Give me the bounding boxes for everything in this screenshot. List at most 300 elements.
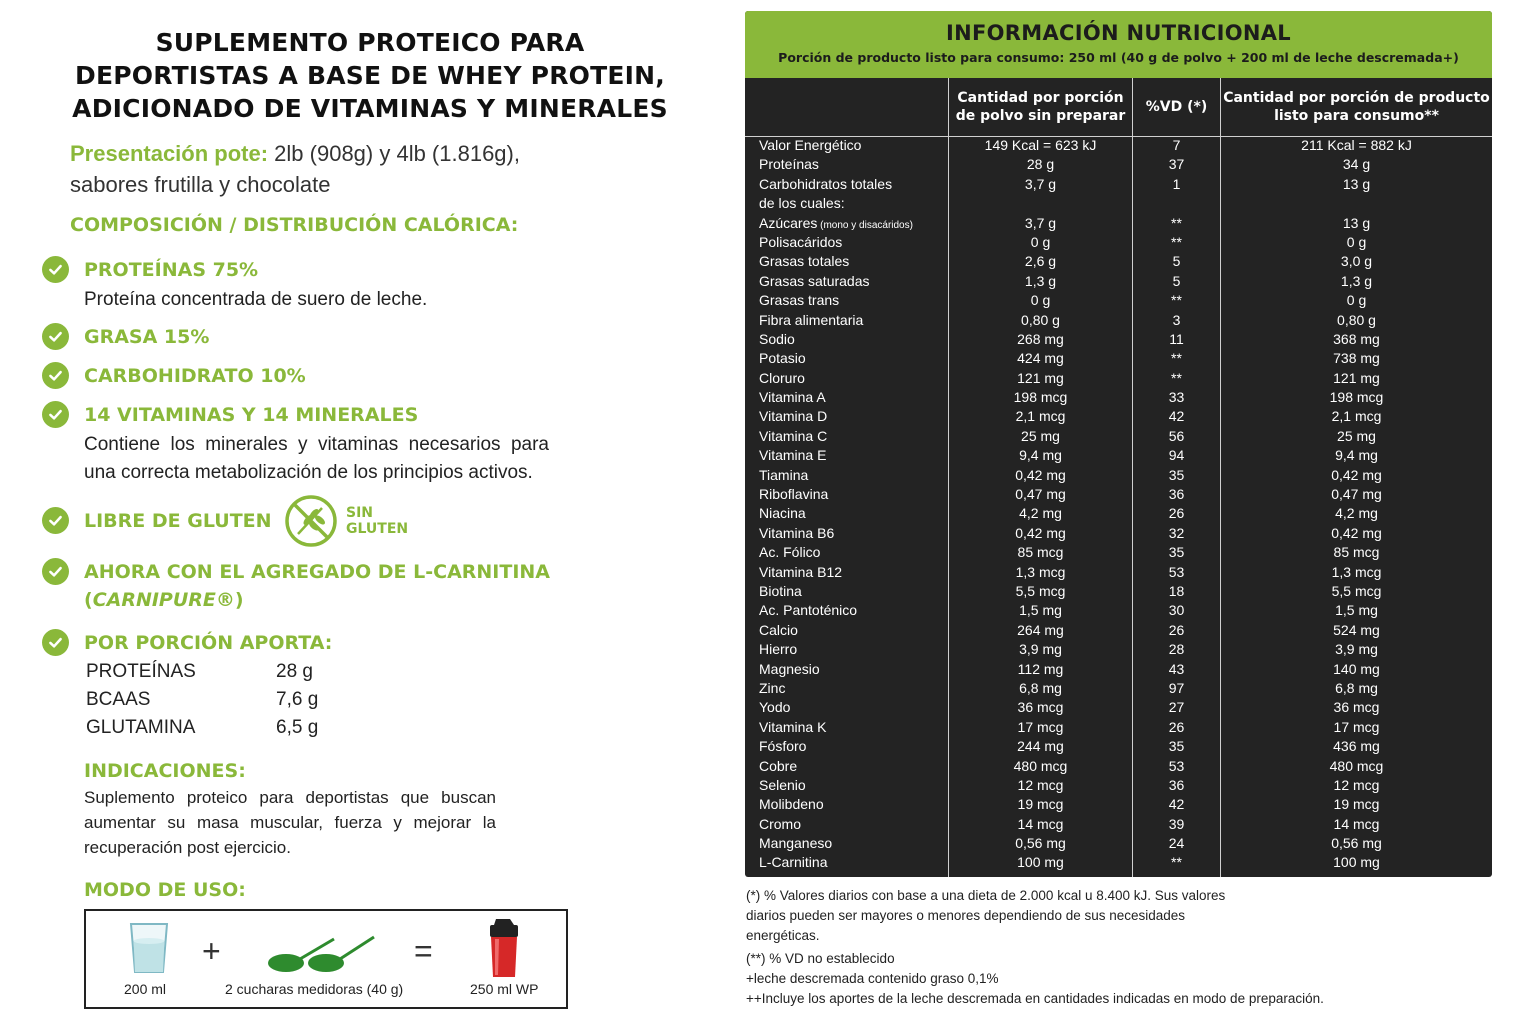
feature-title: LIBRE DE GLUTEN <box>84 510 272 532</box>
daily-value: 36 <box>1168 776 1185 793</box>
ready-amount: 3,0 g <box>1340 253 1373 270</box>
nutrient-name <box>759 466 808 485</box>
check-icon <box>42 507 69 534</box>
powder-amount: 268 mg <box>1017 330 1064 347</box>
feature-proteins <box>42 258 427 314</box>
nutrient-name <box>759 737 806 756</box>
table-row <box>745 543 1492 562</box>
ready-amount: 6,8 mg <box>1335 679 1378 696</box>
nutrient-label: Ac. Pantoténico <box>759 602 858 619</box>
table-row <box>745 446 1492 465</box>
nutrient-label: Cloruro <box>759 369 805 386</box>
feature-carnitine <box>42 560 550 612</box>
ready-amount: 738 mg <box>1333 350 1380 367</box>
table-row <box>745 795 1492 814</box>
daily-value: 97 <box>1168 679 1185 696</box>
nutrient-label: Niacina <box>759 505 806 522</box>
nutrient-name <box>759 330 795 349</box>
nutrient-name <box>759 660 820 679</box>
nutrient-label: L-Carnitina <box>759 854 828 871</box>
ready-amount: 12 mcg <box>1333 776 1380 793</box>
powder-amount: 85 mcg <box>1017 544 1064 561</box>
table-row <box>745 311 1492 330</box>
nutrient-name <box>759 582 802 601</box>
ready-amount: 0,42 mg <box>1331 466 1382 483</box>
powder-amount: 3,9 mg <box>1019 641 1062 658</box>
table-row <box>745 349 1492 368</box>
ready-amount: 4,2 mg <box>1335 505 1378 522</box>
nutrient-name <box>759 815 801 834</box>
nutrition-column-headers <box>745 78 1492 136</box>
nutrient-name <box>759 252 849 271</box>
ready-amount: 3,9 mg <box>1335 641 1378 658</box>
powder-amount: 3,7 g <box>1024 175 1057 192</box>
powder-amount: 198 mcg <box>1013 389 1068 406</box>
powder-amount: 28 g <box>1026 156 1055 173</box>
table-row <box>745 466 1492 485</box>
ready-amount: 0 g <box>1346 292 1367 309</box>
table-row <box>745 640 1492 659</box>
table-row <box>745 407 1492 426</box>
table-row <box>745 815 1492 834</box>
nutrient-name <box>759 698 790 717</box>
daily-value: 26 <box>1168 505 1185 522</box>
ready-amount: 140 mg <box>1333 660 1380 677</box>
daily-value: ** <box>1171 369 1182 386</box>
powder-amount: 244 mg <box>1017 738 1064 755</box>
header-line: listo para consumo** <box>1274 108 1439 124</box>
column-header-powder <box>949 78 1132 136</box>
powder-amount: 36 mcg <box>1017 699 1064 716</box>
ready-amount: 17 mcg <box>1333 718 1380 735</box>
daily-value: 28 <box>1168 641 1185 658</box>
feature-title: 14 VITAMINAS Y 14 MINERALES <box>84 404 419 426</box>
ready-amount: 0,80 g <box>1337 311 1376 328</box>
nutrient-label: Vitamina A <box>759 389 826 406</box>
nutrient-label: Azúcares <box>759 214 818 231</box>
nutrition-rows <box>745 136 1492 873</box>
nutrient-label: Cobre <box>759 757 798 774</box>
nutrient-label: Selenio <box>759 776 806 793</box>
shaker-bottle-icon <box>484 917 524 979</box>
powder-amount: 12 mcg <box>1017 776 1064 793</box>
check-icon <box>42 362 69 389</box>
powder-amount: 2,6 g <box>1024 253 1057 270</box>
table-row <box>745 252 1492 271</box>
footnote-line: ++Incluye los aportes de la leche descremada en cantidades indicadas en modo de preparación. <box>746 991 1324 1006</box>
equals-sign: = <box>414 933 433 969</box>
powder-amount: 424 mg <box>1017 350 1064 367</box>
nutrition-subtitle: Porción de producto listo para consumo: 250 ml (40 g de polvo + 200 ml de leche descremada+) <box>778 50 1459 65</box>
feature-subtitle <box>84 588 550 612</box>
powder-amount: 0,56 mg <box>1015 835 1066 852</box>
table-row <box>745 776 1492 795</box>
portion-name: BCAAS <box>86 689 151 710</box>
feature-title: AHORA CON EL AGREGADO DE L-CARNITINA <box>84 561 551 583</box>
table-row <box>745 660 1492 679</box>
nutrient-label: Riboflavina <box>759 486 829 503</box>
table-row <box>745 737 1492 756</box>
table-row <box>86 658 318 686</box>
ready-amount: 1,3 mcg <box>1331 563 1382 580</box>
nutrient-name <box>759 601 857 620</box>
footnote-line: (**) % VD no establecido <box>746 951 895 966</box>
powder-amount: 17 mcg <box>1017 718 1064 735</box>
column-header-dv: %VD (*) <box>1145 99 1208 115</box>
ready-amount: 368 mg <box>1333 330 1380 347</box>
milk-label: 200 ml <box>124 981 167 997</box>
no-gluten-icon <box>284 494 338 548</box>
daily-value: ** <box>1171 854 1182 871</box>
daily-value: 56 <box>1168 427 1185 444</box>
presentation <box>70 138 630 200</box>
gluten-logo-line: GLUTEN <box>346 521 409 537</box>
nutrient-name <box>759 291 839 310</box>
check-icon <box>42 256 69 283</box>
gluten-free-logo <box>284 494 408 548</box>
nutrient-label: Vitamina E <box>759 447 827 464</box>
table-row <box>745 853 1492 872</box>
powder-amount: 112 mg <box>1017 660 1064 677</box>
result-label: 250 ml WP <box>470 981 539 997</box>
header-line: Cantidad por porción <box>957 90 1124 106</box>
feature-vitamins <box>42 403 549 487</box>
nutrient-name <box>759 621 798 640</box>
powder-amount: 14 mcg <box>1017 815 1064 832</box>
feature-title: CARBOHIDRATO 10% <box>84 365 306 387</box>
table-row <box>745 485 1492 504</box>
nutrition-header <box>745 11 1492 78</box>
nutrient-name <box>759 563 842 582</box>
table-row <box>745 601 1492 620</box>
daily-value: 37 <box>1168 156 1185 173</box>
feature-title: POR PORCIÓN APORTA: <box>84 632 333 654</box>
nutrient-label: Potasio <box>759 350 806 367</box>
product-title <box>40 26 700 125</box>
daily-value: 94 <box>1168 447 1185 464</box>
feature-fat <box>42 325 209 350</box>
footnotes <box>746 886 1466 1009</box>
table-row <box>745 679 1492 698</box>
powder-amount: 0 g <box>1030 292 1051 309</box>
daily-value: 1 <box>1172 175 1181 192</box>
powder-amount: 264 mg <box>1017 621 1064 638</box>
check-icon <box>42 558 69 585</box>
nutrient-name <box>759 349 806 368</box>
presentation-flavors: sabores frutilla y chocolate <box>70 172 331 197</box>
column-header-ready <box>1221 78 1492 136</box>
title-line: ADICIONADO DE VITAMINAS Y MINERALES <box>72 94 668 123</box>
table-row <box>86 714 318 742</box>
nutrient-label: Grasas saturadas <box>759 272 870 289</box>
nutrition-title: INFORMACIÓN NUTRICIONAL <box>946 21 1291 45</box>
table-row <box>745 155 1492 174</box>
nutrient-name <box>759 272 870 291</box>
nutrient-name <box>759 504 806 523</box>
powder-amount: 19 mcg <box>1017 796 1064 813</box>
feature-gluten <box>42 509 272 534</box>
table-row <box>745 718 1492 737</box>
nutrient-name <box>759 155 819 174</box>
powder-amount: 3,7 g <box>1024 214 1057 231</box>
table-row <box>745 388 1492 407</box>
daily-value: 42 <box>1168 408 1185 425</box>
ready-amount: 13 g <box>1342 214 1371 231</box>
ready-amount: 436 mg <box>1333 738 1380 755</box>
nutrient-name <box>759 795 824 814</box>
ready-amount: 0,42 mg <box>1331 524 1382 541</box>
indications-text: Suplemento proteico para deportistas que buscan aumentar su masa muscular, fuerza y mejorar la recuperación post ejercicio. <box>84 788 496 857</box>
nutrient-name <box>759 194 845 213</box>
ready-amount: 34 g <box>1342 156 1371 173</box>
nutrient-name <box>759 640 797 659</box>
powder-amount: 121 mg <box>1017 369 1064 386</box>
portion-value: 28 g <box>276 661 313 682</box>
nutrient-label: Vitamina B12 <box>759 563 843 580</box>
ready-amount: 480 mcg <box>1329 757 1384 774</box>
nutrient-label: Sodio <box>759 330 795 347</box>
table-row <box>745 834 1492 853</box>
daily-value: 35 <box>1168 738 1185 755</box>
nutrient-label: Polisacáridos <box>759 233 843 250</box>
daily-value: ** <box>1171 350 1182 367</box>
daily-value: 7 <box>1172 137 1181 153</box>
powder-amount: 6,8 mg <box>1019 679 1062 696</box>
powder-amount: 2,1 mcg <box>1015 408 1066 425</box>
powder-amount: 9,4 mg <box>1019 447 1062 464</box>
table-row <box>745 233 1492 252</box>
footnote-line: +leche descremada contenido graso 0,1% <box>746 971 999 986</box>
nutrient-name <box>759 233 842 252</box>
ready-amount: 0,47 mg <box>1331 486 1382 503</box>
measuring-scoops-icon <box>264 933 376 975</box>
powder-amount: 0 g <box>1030 233 1051 250</box>
ready-amount: 1,5 mg <box>1335 602 1378 619</box>
powder-amount: 0,42 mg <box>1015 466 1066 483</box>
nutrient-name <box>759 311 863 330</box>
daily-value: 53 <box>1168 757 1185 774</box>
table-row <box>745 136 1492 155</box>
table-row <box>745 194 1492 213</box>
ready-amount: 5,5 mcg <box>1331 582 1382 599</box>
nutrient-label: Tiamina <box>759 466 809 483</box>
ready-amount: 36 mcg <box>1333 699 1380 716</box>
nutrient-label: Calcio <box>759 621 798 638</box>
table-row <box>745 621 1492 640</box>
powder-amount: 0,80 g <box>1021 311 1060 328</box>
plus-sign: + <box>202 933 221 969</box>
nutrient-name <box>759 524 834 543</box>
nutrient-label: Grasas totales <box>759 253 850 270</box>
ready-amount: 14 mcg <box>1333 815 1380 832</box>
nutrient-label: Zinc <box>759 679 786 696</box>
nutrient-label: Proteínas <box>759 156 819 173</box>
title-line: SUPLEMENTO PROTEICO PARA <box>155 28 585 57</box>
daily-value: ** <box>1171 233 1182 250</box>
per-portion-table <box>86 658 318 742</box>
ready-amount: 85 mcg <box>1333 544 1380 561</box>
nutrient-label: Fósforo <box>759 738 807 755</box>
nutrient-label: Yodo <box>759 699 791 716</box>
nutrient-label: Hierro <box>759 641 798 658</box>
table-row <box>745 757 1492 776</box>
nutrient-label: Fibra alimentaria <box>759 311 864 328</box>
table-row <box>745 214 1492 233</box>
nutrient-label: Molibdeno <box>759 796 824 813</box>
scoops-label: 2 cucharas medidoras (40 g) <box>225 981 404 997</box>
table-row <box>745 175 1492 194</box>
portion-value: 6,5 g <box>276 717 319 738</box>
daily-value: 18 <box>1168 582 1185 599</box>
feature-title: PROTEÍNAS 75% <box>84 259 259 281</box>
daily-value: ** <box>1171 292 1182 309</box>
feature-text: Proteína concentrada de suero de leche. <box>84 289 428 310</box>
presentation-sizes: 2lb (908g) y 4lb (1.816g), <box>274 141 520 166</box>
daily-value: 26 <box>1168 621 1185 638</box>
daily-value: 35 <box>1168 466 1185 483</box>
table-row <box>745 369 1492 388</box>
daily-value: 26 <box>1168 718 1185 735</box>
indications-heading: INDICACIONES: <box>84 760 246 782</box>
nutrient-name <box>759 757 797 776</box>
usage-box <box>84 909 568 1009</box>
nutrient-name <box>759 388 826 407</box>
powder-amount: 0,42 mg <box>1015 524 1066 541</box>
nutrient-label: Manganeso <box>759 835 833 852</box>
nutrient-name <box>759 446 826 465</box>
nutrient-name <box>759 834 832 853</box>
powder-amount: 4,2 mg <box>1019 505 1062 522</box>
table-row <box>745 524 1492 543</box>
ready-amount: 0,56 mg <box>1331 835 1382 852</box>
nutrition-facts-panel <box>745 11 1492 877</box>
daily-value: 42 <box>1168 796 1185 813</box>
nutrient-note: (mono y disacáridos) <box>817 219 913 231</box>
table-row <box>745 272 1492 291</box>
check-icon <box>42 401 69 428</box>
nutrient-name <box>759 427 827 446</box>
ready-amount: 25 mg <box>1337 427 1376 444</box>
check-icon <box>42 629 69 656</box>
ready-amount: 0 g <box>1346 233 1367 250</box>
powder-amount: 1,3 g <box>1024 272 1057 289</box>
daily-value: 35 <box>1168 544 1185 561</box>
portion-value: 7,6 g <box>276 689 319 710</box>
daily-value: 39 <box>1168 815 1185 832</box>
table-row <box>745 330 1492 349</box>
nutrient-label: Vitamina C <box>759 427 828 444</box>
header-line: de polvo sin preparar <box>955 108 1126 124</box>
table-row <box>745 563 1492 582</box>
powder-amount: 25 mg <box>1021 427 1060 444</box>
usage-heading: MODO DE USO: <box>84 879 246 901</box>
nutrient-label: Vitamina B6 <box>759 524 835 541</box>
title-line: DEPORTISTAS A BASE DE WHEY PROTEIN, <box>75 61 665 90</box>
daily-value: 27 <box>1168 699 1185 716</box>
nutrient-label: Ac. Fólico <box>759 544 821 561</box>
daily-value: 30 <box>1168 602 1185 619</box>
nutrient-label: Biotina <box>759 582 802 599</box>
daily-value: 43 <box>1168 660 1185 677</box>
gluten-logo-line: SIN <box>346 505 374 521</box>
daily-value: 5 <box>1172 272 1181 289</box>
portion-name: PROTEÍNAS <box>86 661 196 682</box>
glass-of-milk-icon <box>128 921 170 975</box>
nutrient-label: Carbohidratos totales <box>759 175 893 192</box>
daily-value: 33 <box>1168 389 1185 406</box>
ready-amount: 19 mcg <box>1333 796 1380 813</box>
powder-amount: 480 mcg <box>1013 757 1068 774</box>
ready-amount: 9,4 mg <box>1335 447 1378 464</box>
ready-amount: 524 mg <box>1333 621 1380 638</box>
brand-name: CARNIPURE® <box>92 589 235 611</box>
powder-amount: 0,47 mg <box>1015 486 1066 503</box>
nutrient-name <box>759 407 827 426</box>
powder-amount: 1,3 mcg <box>1015 563 1066 580</box>
ready-amount: 13 g <box>1342 175 1371 192</box>
presentation-label: Presentación pote: <box>70 141 269 166</box>
feature-per-portion <box>42 631 332 656</box>
product-info-column <box>0 0 720 1024</box>
nutrient-name <box>759 718 826 737</box>
header-line: Cantidad por porción de producto <box>1223 90 1490 106</box>
nutrient-label: de los cuales: <box>759 195 845 212</box>
daily-value: 5 <box>1172 253 1181 270</box>
nutrient-name <box>759 679 785 698</box>
table-row <box>745 291 1492 310</box>
powder-amount: 5,5 mcg <box>1015 582 1066 599</box>
table-row <box>745 427 1492 446</box>
check-icon <box>42 323 69 350</box>
nutrient-name <box>759 214 913 235</box>
nutrient-name <box>759 543 820 562</box>
daily-value: 53 <box>1168 563 1185 580</box>
nutrient-label: Grasas trans <box>759 292 840 309</box>
nutrient-name <box>759 776 806 795</box>
ready-amount: 121 mg <box>1333 369 1380 386</box>
table-row <box>745 698 1492 717</box>
ready-amount: 211 Kcal = 882 kJ <box>1301 137 1412 153</box>
daily-value: 24 <box>1168 835 1185 852</box>
ready-amount: 100 mg <box>1333 854 1380 871</box>
footnote-line: energéticas. <box>746 928 820 943</box>
nutrient-label: Magnesio <box>759 660 820 677</box>
feature-title: GRASA 15% <box>84 326 210 348</box>
daily-value: 36 <box>1168 486 1185 503</box>
paren: ) <box>234 589 244 611</box>
footnote-line: diarios pueden ser mayores o menores dependiendo de sus necesidades <box>746 908 1186 923</box>
powder-amount: 1,5 mg <box>1019 602 1062 619</box>
daily-value: 11 <box>1169 330 1184 347</box>
powder-amount: 100 mg <box>1017 854 1064 871</box>
daily-value: 32 <box>1168 524 1185 541</box>
table-row <box>745 504 1492 523</box>
nutrient-name <box>759 853 827 872</box>
footnote-line: (*) % Valores diarios con base a una dieta de 2.000 kcal u 8.400 kJ. Sus valores <box>746 888 1226 903</box>
feature-carbs <box>42 364 306 389</box>
nutrient-name <box>759 136 861 155</box>
daily-value: ** <box>1171 214 1182 231</box>
paren: ( <box>84 589 93 611</box>
nutrient-name <box>759 485 828 504</box>
portion-name: GLUTAMINA <box>86 717 196 738</box>
table-row <box>745 582 1492 601</box>
table-row <box>86 686 318 714</box>
nutrient-label: Valor Energético <box>759 137 862 153</box>
nutrient-label: Vitamina D <box>759 408 828 425</box>
nutrient-label: Cromo <box>759 815 802 832</box>
powder-amount: 149 Kcal = 623 kJ <box>984 137 1097 153</box>
